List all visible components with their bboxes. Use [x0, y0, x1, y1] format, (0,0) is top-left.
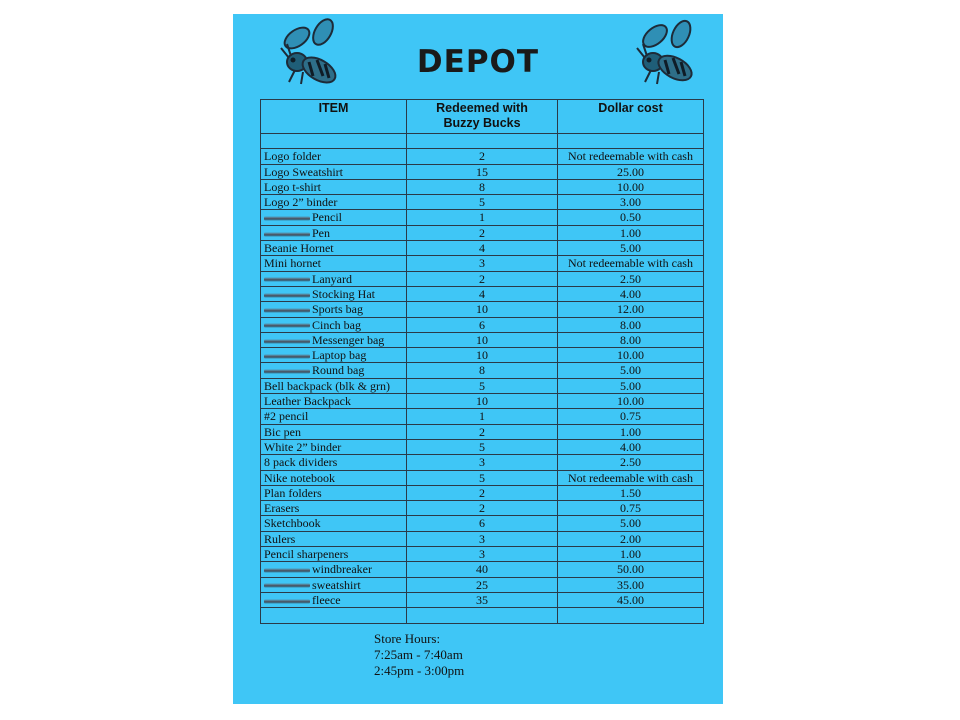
item-label: 8 pack dividers	[264, 455, 338, 470]
dollar-cost-cell: 25.00	[558, 164, 704, 179]
buzzy-bucks-cell: 5	[407, 470, 558, 485]
price-table	[260, 99, 704, 624]
store-hours-morning: 7:25am - 7:40am	[374, 647, 463, 662]
store-hours-afternoon: 2:45pm - 3:00pm	[374, 663, 465, 678]
item-label: Laptop bag	[312, 348, 367, 363]
redaction-mark	[264, 583, 310, 588]
table-row	[261, 179, 704, 194]
item-cell	[261, 439, 407, 454]
item-cell	[261, 531, 407, 546]
item-cell	[261, 577, 407, 592]
dollar-cost-cell: 10.00	[558, 348, 704, 363]
buzzy-bucks-cell: 35	[407, 592, 558, 607]
table-row	[261, 271, 704, 286]
item-label: Logo 2” binder	[264, 195, 338, 210]
buzzy-bucks-cell: 2	[407, 271, 558, 286]
buzzy-bucks-cell: 10	[407, 302, 558, 317]
item-cell	[261, 470, 407, 485]
item-cell	[261, 332, 407, 347]
dollar-cost-cell: 10.00	[558, 179, 704, 194]
dollar-cost-cell: Not redeemable with cash	[558, 256, 704, 271]
dollar-cost-cell: 5.00	[558, 241, 704, 256]
dollar-cost-cell: 8.00	[558, 332, 704, 347]
dollar-cost-cell: 8.00	[558, 317, 704, 332]
buzzy-bucks-cell: 8	[407, 179, 558, 194]
table-row	[261, 394, 704, 409]
item-label: Nike notebook	[264, 470, 335, 485]
item-label: Stocking Hat	[312, 286, 375, 301]
table-row	[261, 332, 704, 347]
item-label: Sketchbook	[264, 516, 321, 531]
redaction-mark	[264, 568, 310, 573]
table-row	[261, 562, 704, 577]
table-row	[261, 302, 704, 317]
table-row	[261, 455, 704, 470]
table-row	[261, 210, 704, 225]
buzzy-bucks-cell: 8	[407, 363, 558, 378]
item-cell	[261, 210, 407, 225]
dollar-cost-cell: 2.50	[558, 455, 704, 470]
buzzy-bucks-cell: 5	[407, 439, 558, 454]
item-cell	[261, 409, 407, 424]
dollar-cost-cell: 5.00	[558, 378, 704, 393]
dollar-cost-cell: Not redeemable with cash	[558, 149, 704, 164]
item-label: Mini hornet	[264, 256, 321, 271]
item-label: fleece	[312, 592, 341, 607]
buzzy-bucks-cell: 10	[407, 394, 558, 409]
buzzy-bucks-cell: 10	[407, 332, 558, 347]
table-row	[261, 256, 704, 271]
table-row	[261, 592, 704, 607]
redaction-mark	[264, 599, 310, 604]
table-row	[261, 439, 704, 454]
dollar-cost-cell: 35.00	[558, 577, 704, 592]
dollar-cost-cell: 5.00	[558, 363, 704, 378]
item-label: Pen	[312, 225, 330, 240]
item-label: Bell backpack (blk & grn)	[264, 378, 390, 393]
buzzy-bucks-cell: 2	[407, 501, 558, 516]
table-row	[261, 470, 704, 485]
dollar-cost-cell: 0.75	[558, 501, 704, 516]
table-row	[261, 485, 704, 500]
header-redeemed: Redeemed with Buzzy Bucks	[407, 100, 558, 134]
dollar-cost-cell: 45.00	[558, 592, 704, 607]
dollar-cost-cell: 4.00	[558, 286, 704, 301]
item-label: Logo folder	[264, 149, 321, 164]
buzzy-bucks-cell: 3	[407, 256, 558, 271]
redaction-mark	[264, 308, 310, 313]
buzzy-bucks-cell: 6	[407, 317, 558, 332]
item-cell	[261, 256, 407, 271]
table-row	[261, 225, 704, 240]
table-row	[261, 286, 704, 301]
item-cell	[261, 455, 407, 470]
buzzy-bucks-cell: 2	[407, 485, 558, 500]
blank-row	[261, 134, 704, 149]
item-cell	[261, 302, 407, 317]
item-cell	[261, 363, 407, 378]
buzzy-bucks-cell: 25	[407, 577, 558, 592]
table-row	[261, 195, 704, 210]
dollar-cost-cell: 12.00	[558, 302, 704, 317]
table-row	[261, 164, 704, 179]
redaction-mark	[264, 293, 310, 298]
table-row	[261, 409, 704, 424]
buzzy-bucks-cell: 1	[407, 210, 558, 225]
header-item: ITEM	[261, 100, 407, 134]
buzzy-bucks-cell: 2	[407, 424, 558, 439]
item-label: Leather Backpack	[264, 394, 351, 409]
redaction-mark	[264, 232, 310, 237]
item-label: Cinch bag	[312, 317, 361, 332]
item-label: #2 pencil	[264, 409, 309, 424]
dollar-cost-cell: 0.50	[558, 210, 704, 225]
table-row	[261, 317, 704, 332]
item-cell	[261, 179, 407, 194]
price-rows	[261, 134, 704, 624]
item-label: Pencil	[312, 210, 342, 225]
buzzy-bucks-cell: 2	[407, 225, 558, 240]
buzzy-bucks-cell: 10	[407, 348, 558, 363]
dollar-cost-cell: 1.50	[558, 485, 704, 500]
item-label: Logo Sweatshirt	[264, 164, 343, 179]
redaction-mark	[264, 216, 310, 221]
redaction-mark	[264, 369, 310, 374]
item-label: Sports bag	[312, 302, 363, 317]
dollar-cost-cell: 1.00	[558, 424, 704, 439]
item-label: Plan folders	[264, 485, 322, 500]
table-row	[261, 363, 704, 378]
table-row	[261, 516, 704, 531]
store-hours	[374, 631, 464, 679]
item-cell	[261, 195, 407, 210]
dollar-cost-cell: 50.00	[558, 562, 704, 577]
table-row	[261, 577, 704, 592]
table-row	[261, 378, 704, 393]
item-cell	[261, 562, 407, 577]
buzzy-bucks-cell: 5	[407, 378, 558, 393]
item-cell	[261, 348, 407, 363]
dollar-cost-cell: 2.50	[558, 271, 704, 286]
item-cell	[261, 485, 407, 500]
blank-row	[261, 608, 704, 623]
item-label: Messenger bag	[312, 332, 385, 347]
buzzy-bucks-cell: 3	[407, 455, 558, 470]
dollar-cost-cell: 3.00	[558, 195, 704, 210]
dollar-cost-cell: Not redeemable with cash	[558, 470, 704, 485]
redaction-mark	[264, 277, 310, 282]
buzzy-bucks-cell: 40	[407, 562, 558, 577]
redaction-mark	[264, 339, 310, 344]
item-cell	[261, 378, 407, 393]
item-cell	[261, 516, 407, 531]
page-title: DEPOT	[416, 44, 540, 80]
dollar-cost-cell: 0.75	[558, 409, 704, 424]
depot-flyer	[233, 14, 723, 704]
table-row	[261, 424, 704, 439]
table-row	[261, 531, 704, 546]
buzzy-bucks-cell: 5	[407, 195, 558, 210]
item-cell	[261, 501, 407, 516]
item-cell	[261, 164, 407, 179]
dollar-cost-cell: 4.00	[558, 439, 704, 454]
buzzy-bucks-cell: 4	[407, 241, 558, 256]
dollar-cost-cell: 1.00	[558, 225, 704, 240]
item-cell	[261, 394, 407, 409]
table-row	[261, 241, 704, 256]
item-label: Bic pen	[264, 424, 301, 439]
item-label: Erasers	[264, 501, 300, 516]
item-cell	[261, 271, 407, 286]
table-row	[261, 149, 704, 164]
item-cell	[261, 225, 407, 240]
buzzy-bucks-cell: 3	[407, 547, 558, 562]
table-row	[261, 348, 704, 363]
item-cell	[261, 547, 407, 562]
buzzy-bucks-cell: 6	[407, 516, 558, 531]
item-cell	[261, 149, 407, 164]
item-label: White 2” binder	[264, 439, 342, 454]
item-cell	[261, 317, 407, 332]
header-dollar-cost: Dollar cost	[558, 100, 704, 134]
item-label: Beanie Hornet	[264, 241, 334, 256]
buzzy-bucks-cell: 1	[407, 409, 558, 424]
dollar-cost-cell: 1.00	[558, 547, 704, 562]
buzzy-bucks-cell: 2	[407, 149, 558, 164]
redaction-mark	[264, 323, 310, 328]
table-row	[261, 501, 704, 516]
item-label: Rulers	[264, 531, 296, 546]
dollar-cost-cell: 10.00	[558, 394, 704, 409]
store-hours-label: Store Hours:	[374, 631, 441, 646]
item-label: Logo t-shirt	[264, 179, 321, 194]
item-label: Round bag	[312, 363, 365, 378]
dollar-cost-cell: 2.00	[558, 531, 704, 546]
item-label: Lanyard	[312, 271, 352, 286]
item-label: Pencil sharpeners	[264, 547, 349, 562]
buzzy-bucks-cell: 15	[407, 164, 558, 179]
item-label: sweatshirt	[312, 577, 361, 592]
item-cell	[261, 424, 407, 439]
buzzy-bucks-cell: 3	[407, 531, 558, 546]
item-cell	[261, 592, 407, 607]
table-row	[261, 547, 704, 562]
redaction-mark	[264, 354, 310, 359]
dollar-cost-cell: 5.00	[558, 516, 704, 531]
buzzy-bucks-cell: 4	[407, 286, 558, 301]
item-label: windbreaker	[312, 562, 372, 577]
item-cell	[261, 241, 407, 256]
item-cell	[261, 286, 407, 301]
